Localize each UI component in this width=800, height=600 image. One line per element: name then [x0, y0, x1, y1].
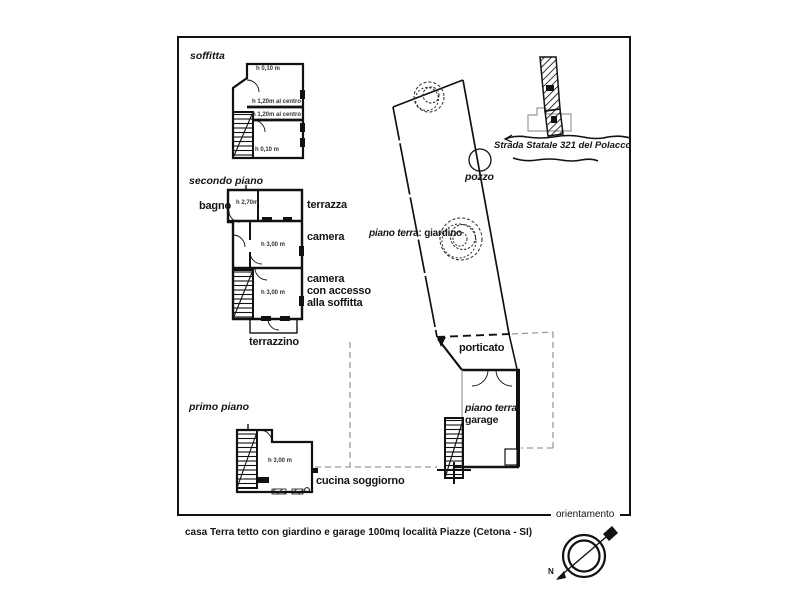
giardino-label: [369, 228, 462, 240]
camera2-height: h 3,00 m: [261, 290, 286, 296]
garage-label: [465, 402, 520, 426]
giardino-label-suffix: : giardino: [418, 228, 463, 239]
soffitta-height-mid2: h 1,20m al centro: [252, 112, 302, 118]
terrazzino-label: terrazzino: [249, 336, 299, 348]
compass-fletch: [603, 526, 618, 541]
soffitta-height-top: h 0,10 m: [256, 66, 281, 72]
giardino-label-prefix: piano terra: [369, 228, 419, 239]
camera2-line1: camera: [307, 273, 345, 285]
primo-height: h 3,00 m: [268, 458, 293, 464]
camera2-line3: alla soffitta: [307, 297, 363, 309]
secondo-piano-title: secondo piano: [189, 175, 264, 187]
secondo-piano-plan: [228, 185, 304, 333]
cucina-soggiorno-label: cucina soggiorno: [316, 475, 405, 487]
orientation-label: orientamento: [556, 509, 615, 520]
garage-label-prefix: piano terra:: [465, 402, 521, 414]
giardino-parcel: [393, 80, 510, 337]
soffitta-height-bottom: h 0,10 m: [255, 147, 280, 153]
bagno-label: bagno: [199, 200, 231, 212]
soffitta-height-mid1: h 1,20m al centro: [252, 99, 302, 105]
road-label: Strada Statale 321 del Polacco: [494, 140, 632, 151]
pozzo-label: pozzo: [465, 171, 494, 183]
garage-label-suffix: garage: [465, 414, 499, 426]
sheet-caption: casa Terra tetto con giardino e garage 100mq località Piazze (Cetona - SI): [185, 527, 533, 538]
pozzo-well-circle: [469, 149, 491, 171]
bagno-height: h 2,70m: [236, 200, 259, 206]
camera2-label: [307, 273, 371, 309]
compass-icon: [556, 526, 618, 580]
soffitta-title: soffitta: [190, 50, 225, 62]
camera-label: camera: [307, 231, 345, 243]
terrazza-label: terrazza: [307, 199, 347, 211]
primo-piano-title: primo piano: [189, 401, 250, 413]
north-label: N: [548, 567, 554, 576]
soffitta-plan: [233, 64, 305, 158]
camera-height: h 3,00 m: [261, 242, 286, 248]
camera2-line2: con accesso: [307, 285, 371, 297]
porticato-label: porticato: [459, 342, 505, 354]
